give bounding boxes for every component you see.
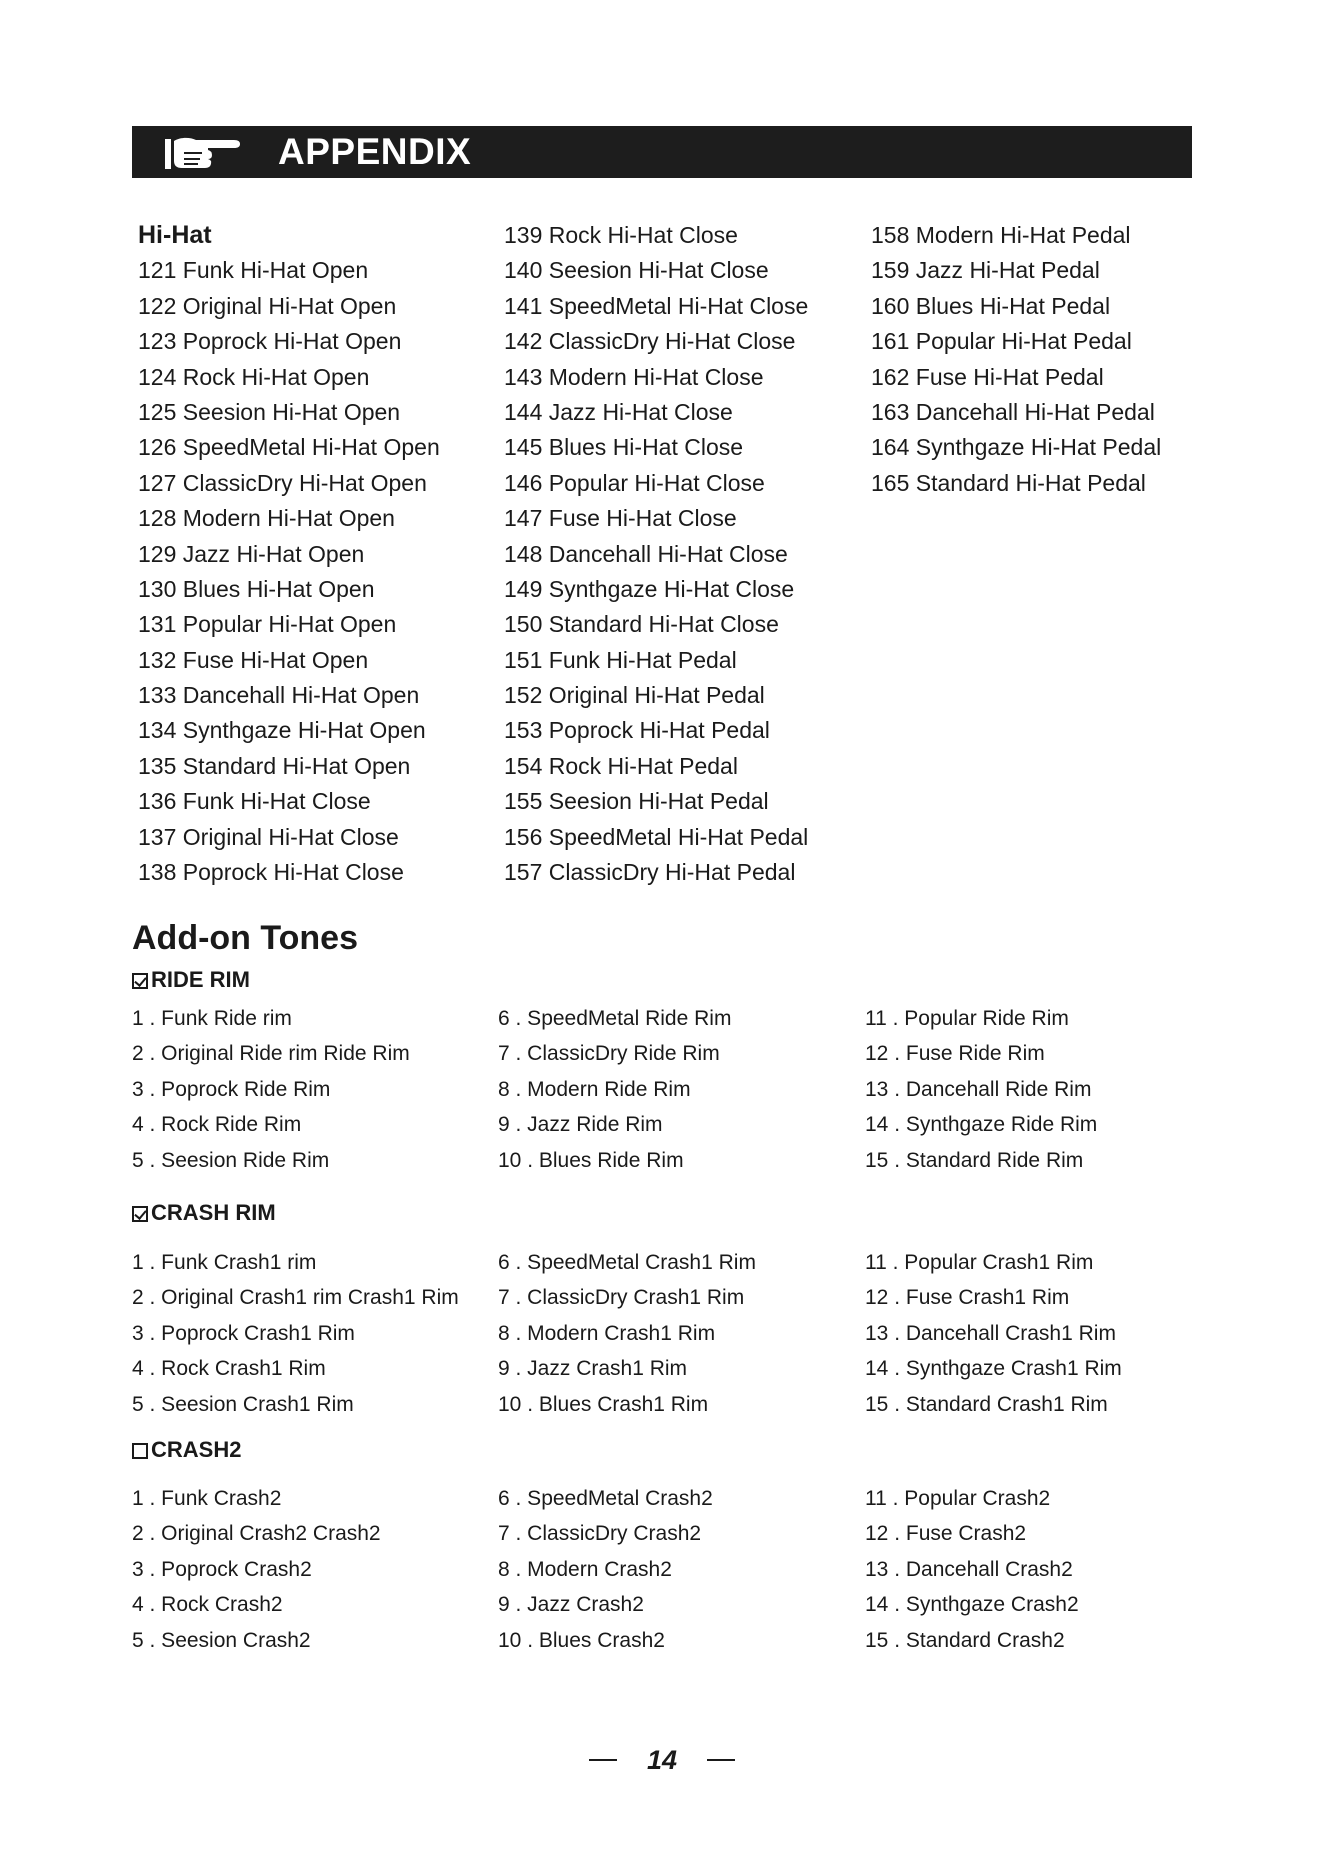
list-item: 122 Original Hi-Hat Open — [138, 292, 397, 319]
list-item: 1 . Funk Crash1 rim — [132, 1251, 317, 1274]
list-item: 146 Popular Hi-Hat Close — [504, 469, 765, 496]
list-item: 7 . ClassicDry Crash1 Rim — [498, 1286, 745, 1310]
list-item: 14 . Synthgaze Crash2 — [865, 1593, 1079, 1617]
list-item: 150 Standard Hi-Hat Close — [504, 611, 779, 638]
list-item: 4 . Rock Crash2 — [132, 1593, 283, 1617]
list-item: 130 Blues Hi-Hat Open — [138, 575, 375, 602]
list-item: 11 . Popular Ride Rim — [865, 1007, 1069, 1030]
list-item: 2 . Original Ride rim Ride Rim — [132, 1042, 410, 1066]
list-item: 11 . Popular Crash2 — [865, 1487, 1051, 1510]
pointing-hand-icon — [162, 131, 242, 173]
list-item: 165 Standard Hi-Hat Pedal — [871, 469, 1146, 496]
list-item: 3 . Poprock Ride Rim — [132, 1077, 331, 1101]
checkbox-empty-icon — [132, 1443, 148, 1459]
list-item: 133 Dancehall Hi-Hat Open — [138, 682, 420, 709]
list-item: 134 Synthgaze Hi-Hat Open — [138, 717, 426, 744]
list-item: 9 . Jazz Crash1 Rim — [498, 1357, 688, 1381]
list-item: 163 Dancehall Hi-Hat Pedal — [871, 398, 1155, 425]
list-item: 157 ClassicDry Hi-Hat Pedal — [504, 859, 796, 886]
list-item: 4 . Rock Ride Rim — [132, 1113, 302, 1137]
ride-rim-heading — [132, 966, 250, 994]
list-item: 151 Funk Hi-Hat Pedal — [504, 646, 737, 673]
list-item: 159 Jazz Hi-Hat Pedal — [871, 257, 1100, 284]
list-item: 153 Poprock Hi-Hat Pedal — [504, 717, 770, 744]
hihat-column-1 — [138, 218, 440, 890]
checkbox-icon — [132, 973, 148, 989]
list-item: 124 Rock Hi-Hat Open — [138, 363, 370, 390]
list-item: 12 . Fuse Ride Rim — [865, 1042, 1045, 1066]
list-item: 13 . Dancehall Crash1 Rim — [865, 1321, 1116, 1345]
list-item: 14 . Synthgaze Ride Rim — [865, 1113, 1098, 1137]
ride-rim-column-1 — [132, 1001, 410, 1178]
list-item: 6 . SpeedMetal Ride Rim — [498, 1007, 732, 1030]
crash2-label: CRASH2 — [151, 1437, 242, 1462]
list-item: 10 . Blues Ride Rim — [498, 1148, 684, 1172]
ride-rim-column-2 — [498, 1001, 731, 1178]
crash-rim-column-3 — [865, 1245, 1122, 1422]
list-item: 164 Synthgaze Hi-Hat Pedal — [871, 434, 1162, 461]
list-item: 162 Fuse Hi-Hat Pedal — [871, 363, 1104, 390]
list-item: 136 Funk Hi-Hat Close — [138, 788, 371, 815]
list-item: 6 . SpeedMetal Crash2 — [498, 1487, 713, 1510]
ride-rim-label: RIDE RIM — [151, 967, 250, 992]
list-item: 9 . Jazz Crash2 — [498, 1593, 644, 1617]
list-item: 6 . SpeedMetal Crash1 Rim — [498, 1251, 756, 1274]
list-item: 123 Poprock Hi-Hat Open — [138, 328, 402, 355]
list-item: 156 SpeedMetal Hi-Hat Pedal — [504, 823, 809, 850]
list-item: 7 . ClassicDry Ride Rim — [498, 1042, 720, 1066]
checkbox-icon — [132, 1206, 148, 1222]
list-item: 145 Blues Hi-Hat Close — [504, 434, 744, 461]
list-item: 132 Fuse Hi-Hat Open — [138, 646, 369, 673]
list-item: 5 . Seesion Ride Rim — [132, 1148, 330, 1172]
list-item: 8 . Modern Crash1 Rim — [498, 1321, 716, 1345]
list-item: 1 . Funk Crash2 — [132, 1487, 282, 1510]
ride-rim-column-3 — [865, 1001, 1097, 1178]
page-number-dash — [707, 1759, 735, 1761]
list-item: 15 . Standard Crash2 — [865, 1628, 1065, 1652]
crash2-column-1 — [132, 1481, 381, 1658]
list-item: 2 . Original Crash1 rim Crash1 Rim — [132, 1286, 459, 1310]
list-item: 12 . Fuse Crash1 Rim — [865, 1286, 1070, 1310]
crash2-column-2 — [498, 1481, 713, 1658]
list-item: 3 . Poprock Crash2 — [132, 1557, 312, 1581]
section-heading-hihat: Hi-Hat — [138, 221, 212, 249]
addon-tones-title: Add-on Tones — [132, 919, 358, 957]
list-item: 10 . Blues Crash1 Rim — [498, 1392, 709, 1416]
list-item: 125 Seesion Hi-Hat Open — [138, 398, 401, 425]
list-item: 158 Modern Hi-Hat Pedal — [871, 222, 1131, 248]
list-item: 5 . Seesion Crash1 Rim — [132, 1392, 354, 1416]
list-item: 7 . ClassicDry Crash2 — [498, 1522, 702, 1546]
list-item: 121 Funk Hi-Hat Open — [138, 257, 369, 284]
list-item: 137 Original Hi-Hat Close — [138, 823, 399, 850]
list-item: 129 Jazz Hi-Hat Open — [138, 540, 365, 567]
crash-rim-column-1 — [132, 1245, 459, 1422]
page-number-dash — [589, 1759, 617, 1761]
crash2-column-3 — [865, 1481, 1079, 1658]
page-number — [562, 1740, 762, 1780]
list-item: 1 . Funk Ride rim — [132, 1007, 292, 1030]
crash-rim-label: CRASH RIM — [151, 1200, 276, 1225]
list-item: 15 . Standard Crash1 Rim — [865, 1392, 1108, 1416]
list-item: 5 . Seesion Crash2 — [132, 1628, 311, 1652]
list-item: 152 Original Hi-Hat Pedal — [504, 682, 765, 709]
list-item: 3 . Poprock Crash1 Rim — [132, 1321, 355, 1345]
list-item: 11 . Popular Crash1 Rim — [865, 1251, 1094, 1274]
list-item: 160 Blues Hi-Hat Pedal — [871, 292, 1111, 319]
list-item: 128 Modern Hi-Hat Open — [138, 505, 395, 532]
hihat-column-3 — [871, 218, 1161, 501]
list-item: 131 Popular Hi-Hat Open — [138, 611, 397, 638]
list-item: 138 Poprock Hi-Hat Close — [138, 859, 404, 886]
crash2-heading — [132, 1436, 241, 1464]
list-item: 149 Synthgaze Hi-Hat Close — [504, 575, 795, 602]
list-item: 139 Rock Hi-Hat Close — [504, 222, 738, 248]
hihat-column-2 — [504, 218, 808, 890]
appendix-banner — [132, 126, 1192, 178]
list-item: 141 SpeedMetal Hi-Hat Close — [504, 292, 809, 319]
list-item: 161 Popular Hi-Hat Pedal — [871, 328, 1132, 355]
list-item: 127 ClassicDry Hi-Hat Open — [138, 469, 427, 496]
list-item: 143 Modern Hi-Hat Close — [504, 363, 764, 390]
list-item: 14 . Synthgaze Crash1 Rim — [865, 1357, 1122, 1381]
list-item: 4 . Rock Crash1 Rim — [132, 1357, 326, 1381]
list-item: 8 . Modern Crash2 — [498, 1557, 672, 1581]
list-item: 154 Rock Hi-Hat Pedal — [504, 752, 738, 779]
list-item: 147 Fuse Hi-Hat Close — [504, 505, 737, 532]
list-item: 142 ClassicDry Hi-Hat Close — [504, 328, 796, 355]
list-item: 140 Seesion Hi-Hat Close — [504, 257, 769, 284]
list-item: 13 . Dancehall Crash2 — [865, 1557, 1073, 1581]
list-item: 9 . Jazz Ride Rim — [498, 1113, 663, 1137]
list-item: 148 Dancehall Hi-Hat Close — [504, 540, 788, 567]
list-item: 13 . Dancehall Ride Rim — [865, 1077, 1092, 1101]
list-item: 15 . Standard Ride Rim — [865, 1148, 1084, 1172]
list-item: 144 Jazz Hi-Hat Close — [504, 398, 733, 425]
list-item: 155 Seesion Hi-Hat Pedal — [504, 788, 769, 815]
list-item: 2 . Original Crash2 Crash2 — [132, 1522, 381, 1546]
list-item: 8 . Modern Ride Rim — [498, 1077, 691, 1101]
crash-rim-column-2 — [498, 1245, 756, 1422]
list-item: 135 Standard Hi-Hat Open — [138, 752, 411, 779]
page-title: APPENDIX — [278, 131, 472, 172]
list-item: 126 SpeedMetal Hi-Hat Open — [138, 434, 440, 461]
list-item: 12 . Fuse Crash2 — [865, 1522, 1027, 1546]
crash-rim-heading — [132, 1199, 276, 1227]
list-item: 10 . Blues Crash2 — [498, 1628, 665, 1652]
page-number-value: 14 — [646, 1745, 678, 1775]
